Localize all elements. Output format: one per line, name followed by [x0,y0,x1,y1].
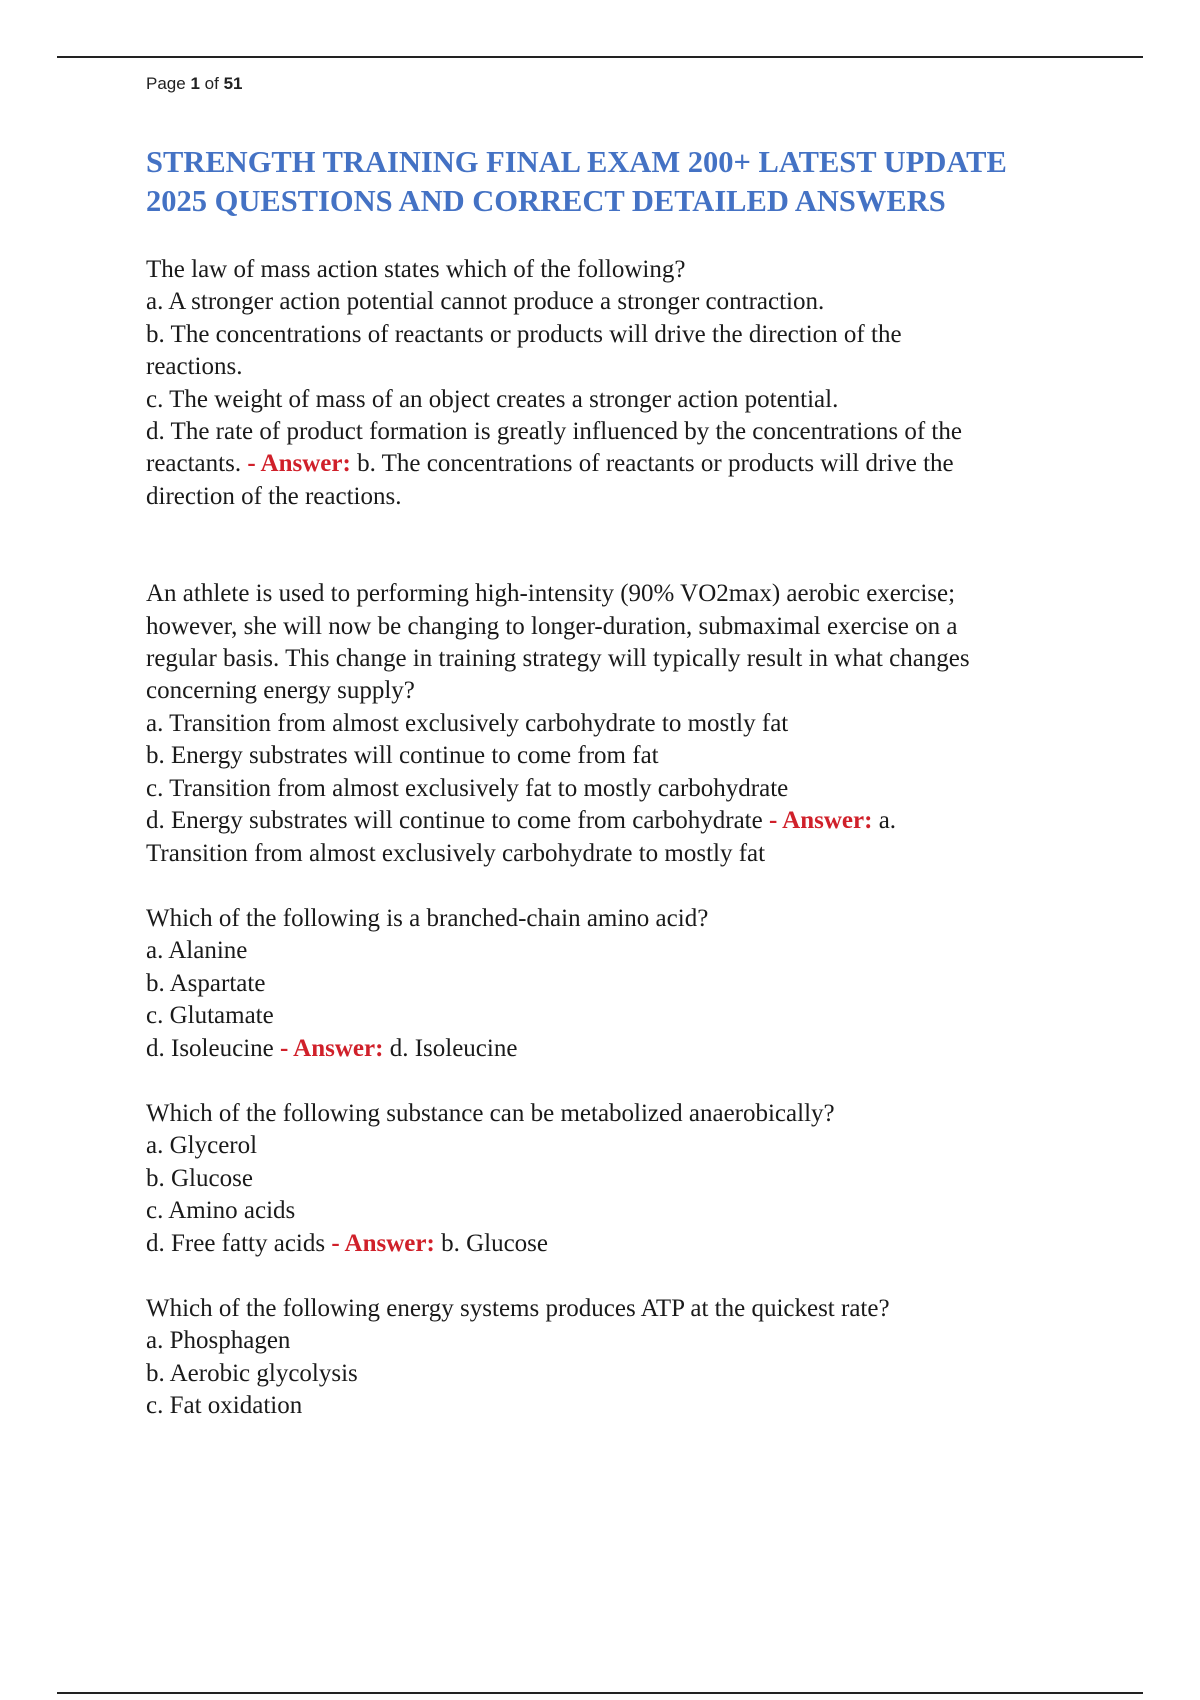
question-4-option-d: d. Free fatty acids [146,1229,326,1257]
page-prefix: Page [146,74,186,93]
question-3-option-c: c. Glutamate [146,1002,274,1030]
title-line-2: 2025 QUESTIONS AND CORRECT DETAILED ANSWERS [146,184,946,218]
question-2-option-b: b. Energy substrates will continue to come from fat [146,742,659,770]
question-5-option-c: c. Fat oxidation [146,1392,303,1420]
question-4-option-b: b. Glucose [146,1164,253,1192]
page-total: 51 [223,74,243,93]
question-1 [146,254,1136,513]
title-line-1: STRENGTH TRAINING FINAL EXAM 200+ LATEST UPDATE [146,145,1007,179]
question-2-answer-line [146,805,1136,837]
question-1-option-a: a. A stronger action potential cannot produce a stronger contraction. [146,288,825,316]
question-2-text-2: however, she will now be changing to longer-duration, submaximal exercise on a [146,612,958,640]
page-counter [146,74,242,94]
question-2-option-d: d. Energy substrates will continue to come from carbohydrate [146,807,763,835]
page-number: 1 [190,74,200,93]
footer-rule [57,1692,1143,1694]
document-title [146,143,1136,221]
question-4-text: Which of the following substance can be metabolized anaerobically? [146,1099,835,1127]
answer-label: - Answer: [331,1229,435,1257]
answer-label: - Answer: [247,450,351,478]
question-1-option-c: c. The weight of mass of an object creates a stronger action potential. [146,385,839,413]
question-2-answer-cont: Transition from almost exclusively carbohydrate to mostly fat [146,839,766,867]
question-1-answer: b. The concentrations of reactants or products will drive the [357,450,954,478]
question-4-option-c: c. Amino acids [146,1197,296,1225]
question-3 [146,903,1136,1065]
question-1-option-b: b. The concentrations of reactants or products will drive the direction of the [146,320,902,348]
page-of: of [204,74,219,93]
question-5-option-a: a. Phosphagen [146,1327,291,1355]
question-1-option-d: d. The rate of product formation is greatly influenced by the concentrations of the [146,418,962,446]
question-4-answer: b. Glucose [441,1229,548,1257]
question-2-text-3: regular basis. This change in training strategy will typically result in what changes [146,645,970,673]
question-2 [146,578,1136,870]
question-2-text-1: An athlete is used to performing high-intensity (90% VO2max) aerobic exercise; [146,580,956,608]
question-5 [146,1293,1136,1423]
question-4-answer-line [146,1228,1136,1260]
question-1-option-b-cont: reactions. [146,353,243,381]
question-spacer [146,1260,1136,1293]
question-2-text-4: concerning energy supply? [146,677,415,705]
question-1-option-d-cont: reactants. [146,450,242,478]
header-rule [57,56,1143,58]
question-3-option-a: a. Alanine [146,937,248,965]
question-1-answer-cont: direction of the reactions. [146,482,402,510]
question-2-option-a: a. Transition from almost exclusively carbohydrate to mostly fat [146,709,789,737]
question-5-text: Which of the following energy systems produces ATP at the quickest rate? [146,1294,890,1322]
question-list [146,254,1136,1423]
question-1-answer-line [146,448,1136,480]
question-spacer [146,870,1136,903]
question-3-answer-line [146,1033,1136,1065]
answer-label: - Answer: [279,1034,384,1062]
question-spacer [146,513,1136,578]
question-4 [146,1098,1136,1260]
question-2-option-c: c. Transition from almost exclusively fat to mostly carbohydrate [146,774,789,802]
question-2-answer: a. [878,807,897,835]
answer-label: - Answer: [768,807,873,835]
question-spacer [146,1065,1136,1098]
question-1-text: The law of mass action states which of the following? [146,256,686,283]
question-3-text: Which of the following is a branched-chain amino acid? [146,904,709,932]
question-5-option-b: b. Aerobic glycolysis [146,1359,358,1387]
question-3-option-d: d. Isoleucine [146,1034,274,1062]
question-3-option-b: b. Aspartate [146,969,266,997]
question-4-option-a: a. Glycerol [146,1132,258,1160]
question-3-answer: d. Isoleucine [389,1034,518,1062]
